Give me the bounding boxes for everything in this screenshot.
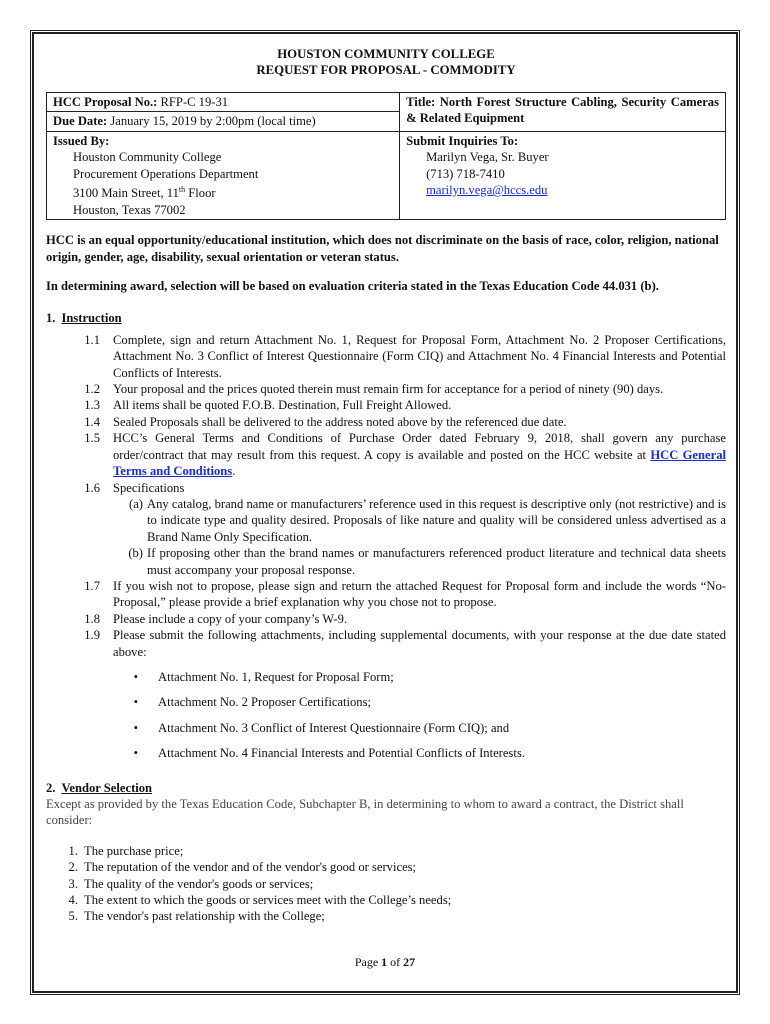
issued-by-cell [47, 131, 400, 219]
page-footer: Page 1 of 27 [354, 955, 416, 969]
issued-label: Issued By: [53, 133, 110, 148]
due-date-cell [47, 112, 400, 131]
criteria-item: 2. The reputation of the vendor and of the vendor's good or services; [68, 860, 417, 875]
instruction-item: 1.5 HCC’s General Terms and Conditions of Purchase Order dated February 9, 2018, shall govern any purchase order/contract that may result from this request. A copy is available and posted on the HCC website at HCC General Terms and Conditions. [84, 431, 726, 479]
title-cell [400, 93, 726, 132]
evaluation-statement: In determining award, selection will be based on evaluation criteria stated in the Texas Education Code 44.031 (b). [46, 279, 659, 294]
due-value: January 15, 2019 by 2:00pm (local time) [110, 114, 316, 129]
attachment-list [46, 669, 726, 762]
instruction-item: 1.2 Your proposal and the prices quoted therein must remain firm for acceptance for a period of ninety (90) days. [84, 382, 664, 397]
issued-line: Houston Community College [73, 150, 222, 165]
page-number: 1 [381, 955, 388, 969]
inquiries-label: Submit Inquiries To: [406, 133, 519, 148]
title-label: Title: [406, 95, 436, 109]
inquiries-line: Marilyn Vega, Sr. Buyer [426, 150, 549, 165]
document-header [46, 46, 726, 78]
issued-line: Procurement Operations Department [73, 166, 259, 181]
criteria-item: 1. The purchase price; [68, 843, 184, 858]
instruction-item: 1.8 Please include a copy of your company’s W-9. [84, 611, 348, 626]
inquiries-line: (713) 718-7410 [426, 166, 505, 181]
title-value: North Forest Structure Cabling, Security Cameras & Related Equipment [406, 95, 719, 126]
section-instruction-heading: 1. Instruction [46, 311, 122, 326]
inquiries-email-link[interactable]: marilyn.vega@hccs.edu [426, 183, 548, 198]
issued-line: 3100 Main Street, 11th Floor [73, 185, 216, 201]
attachment-item: • Attachment No. 1, Request for Proposal Form; [133, 669, 394, 684]
instruction-item: 1.1 Complete, sign and return Attachment No. 1, Request for Proposal Form, Attachment No. 2 Proposer Certifications, Attachment No. 3 Conflict of Interest Questionnaire (Form CIQ) and Attachment No. 4 Financial Interests and Potential Conflicts of Interests. [84, 332, 726, 380]
proposal-number-cell [47, 93, 400, 112]
proposal-value: RFP-C 19-31 [160, 95, 229, 109]
proposal-label: HCC Proposal No.: [53, 95, 158, 109]
issued-line: Houston, Texas 77002 [73, 202, 186, 217]
attachment-item: • Attachment No. 3 Conflict of Interest Questionnaire (Form CIQ); and [133, 720, 510, 735]
header-line-2: REQUEST FOR PROPOSAL - COMMODITY [256, 63, 516, 77]
criteria-item: 3. The quality of the vendor's goods or services; [68, 876, 314, 891]
vendor-lead: Except as provided by the Texas Education Code, Subchapter B, in determining to whom to award a contract, the District shall consider: [46, 797, 684, 828]
instruction-item: 1.9 Please submit the following attachments, including supplemental documents, with your response at the due date stated above: [84, 628, 726, 659]
instruction-item: 1.7 If you wish not to propose, please sign and return the attached Request for Proposal form and include the words “No-Proposal,” please provide a brief explanation why you chose not to propose. [84, 578, 726, 610]
criteria-item: 4. The extent to which the goods or services meet with the College’s needs; [68, 893, 452, 908]
due-label: Due Date: [53, 114, 108, 129]
spec-item: (b) If proposing other than the brand names or manufacturers referenced product literature and technical data sheets must accompany your proposal response. [128, 546, 726, 577]
vendor-criteria-list [46, 843, 726, 925]
document-page [46, 46, 726, 925]
instruction-item: 1.6 Specifications (a) Any catalog, brand name or manufacturers’ reference used in this request is descriptive only (not restrictive) and is to indicate type and quality desired. Proposals of like nature and quality will be considered unless advertised as a Brand Name Only Specification. (b) If proposing other than the brand names or manufacturers referenced product literature and technical data sheets must accompany your proposal response. [84, 480, 726, 577]
criteria-item: 5. The vendor's past relationship with the College; [68, 909, 325, 924]
header-line-1: HOUSTON COMMUNITY COLLEGE [277, 47, 495, 61]
attachment-item: • Attachment No. 4 Financial Interests and Potential Conflicts of Interests. [133, 746, 525, 761]
proposal-info-table [46, 92, 726, 220]
spec-item: (a) Any catalog, brand name or manufacturers’ reference used in this request is descriptive only (not restrictive) and is to indicate type and quality desired. Proposals of like nature and quality will be considered unless advertised as a Brand Name Only Specification. [129, 496, 726, 544]
instruction-item: 1.3 All items shall be quoted F.O.B. Destination, Full Freight Allowed. [84, 398, 452, 413]
section-vendor-heading: 2. Vendor Selection [46, 780, 153, 795]
inquiries-cell [400, 131, 726, 219]
equal-opportunity-notice: HCC is an equal opportunity/educational institution, which does not discriminate on the basis of race, color, religion, national origin, gender, age, disability, sexual orientation or veteran status. [46, 233, 719, 265]
page-total: 27 [403, 955, 416, 969]
instruction-list [46, 332, 726, 660]
terms-conditions-link[interactable]: HCC General Terms and Conditions [113, 447, 726, 479]
attachment-item: • Attachment No. 2 Proposer Certifications; [133, 695, 371, 710]
instruction-item: 1.4 Sealed Proposals shall be delivered to the address noted above by the referenced due date. [84, 414, 567, 429]
